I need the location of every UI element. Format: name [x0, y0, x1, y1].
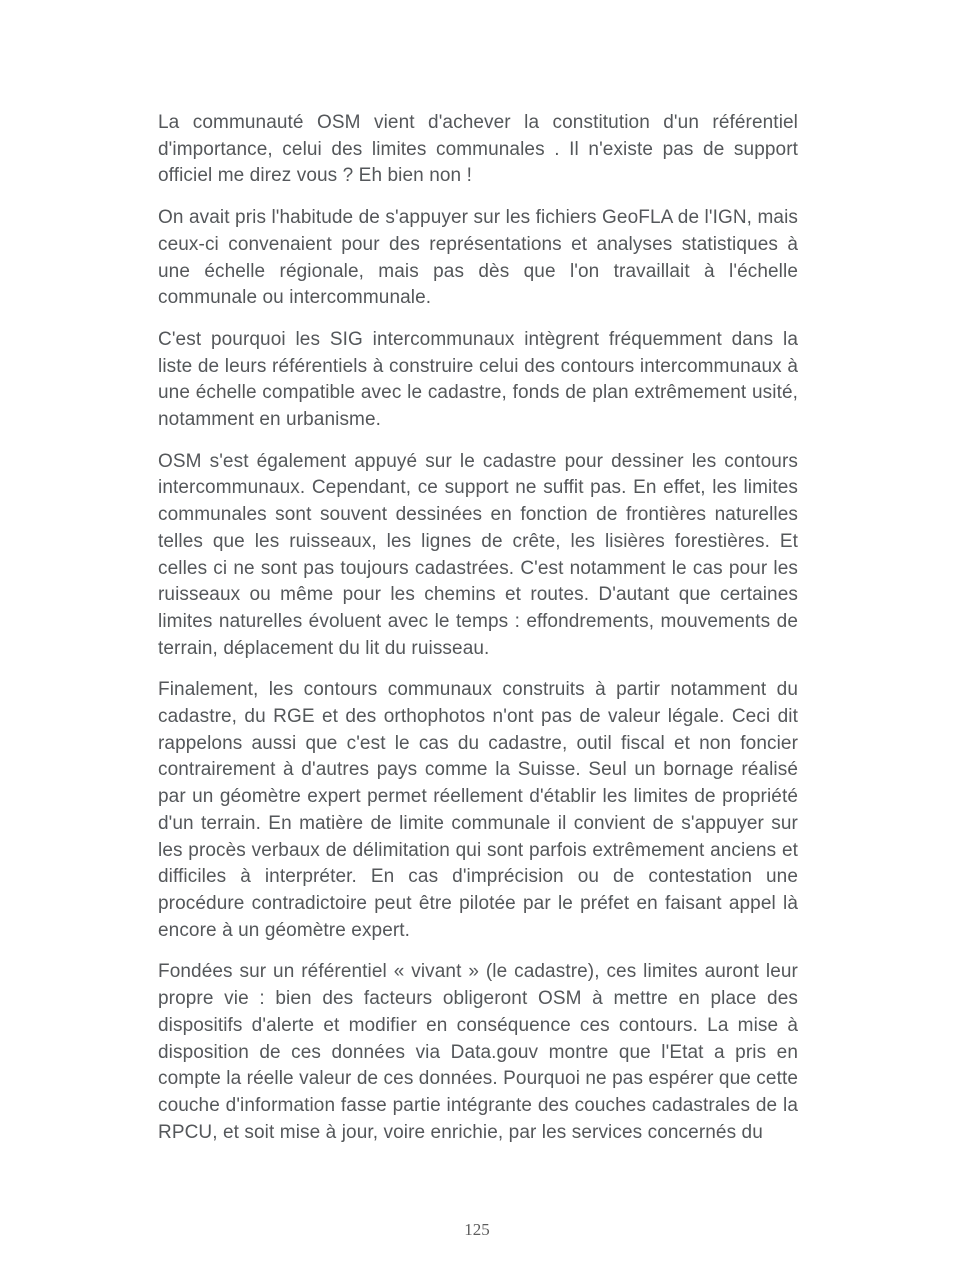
paragraph-2: On avait pris l'habitude de s'appuyer sur les fichiers GeoFLA de l'IGN, mais ceux-ci convenaient pour des représentations et analyses statistiques à une échelle régionale, mais pas dès que l'on travaillait à l'échelle communale ou intercommunale. — [158, 207, 798, 309]
paragraph-4: OSM s'est également appuyé sur le cadastre pour dessiner les contours intercommunaux. Cependant, ce support ne suffit pas. En effet, les limites communales sont souvent dessinées en fonction de frontières naturelles telles que les ruisseaux, les lignes de crête, les lisières forestières. Et celles ci ne sont pas toujours cadastrées. C'est notamment le cas pour les ruisseaux ou même pour les chemins et routes. D'autant que certaines limites naturelles évoluent avec le temps : effondrements, mouvements de terrain, déplacement du lit du ruisseau. — [158, 450, 798, 659]
paragraph-5: Finalement, les contours communaux construits à partir notamment du cadastre, du RGE et des orthophotos n'ont pas de valeur légale. Ceci dit rappelons aussi que c'est le cas du cadastre, outil fiscal et non foncier contrairement à d'autres pays comme la Suisse. Seul un bornage réalisé par un géomètre expert permet réellement d'établir les limites de propriété d'un terrain. En matière de limite communale il convient de s'appuyer sur les procès verbaux de délimitation qui sont parfois extrêmement anciens et difficiles à interpréter. En cas d'imprécision ou de contestation une procédure contradictoire peut être pilotée par le préfet en faisant appel là encore à un géomètre expert. — [158, 679, 798, 941]
paragraph-6: Fondées sur un référentiel « vivant » (le cadastre), ces limites auront leur propre vie : bien des facteurs obligeront OSM à mettre en place des dispositifs d'alerte et modifier en conséquence ces contours. La mise à disposition de ces données via Data.gouv montre que l'Etat a pris en compte la réelle valeur de ces données. Pourquoi ne pas espérer que cette couche d'information fasse partie intégrante des couches cadastrales de la RPCU, et soit mise à jour, voire enrichie, par les services concernés du — [158, 961, 798, 1143]
page-number: 125 — [464, 1220, 490, 1239]
article-body — [158, 110, 798, 1146]
paragraph-3: C'est pourquoi les SIG intercommunaux intègrent fréquemment dans la liste de leurs référentiels à construire celui des contours intercommunaux à une échelle compatible avec le cadastre, fonds de plan extrêmement usité, notamment en urbanisme. — [158, 328, 798, 431]
paragraph-1: La communauté OSM vient d'achever la constitution d'un référentiel d'importance, celui des limites communales . Il n'existe pas de support officiel me direz vous ? Eh bien non ! — [158, 112, 798, 187]
